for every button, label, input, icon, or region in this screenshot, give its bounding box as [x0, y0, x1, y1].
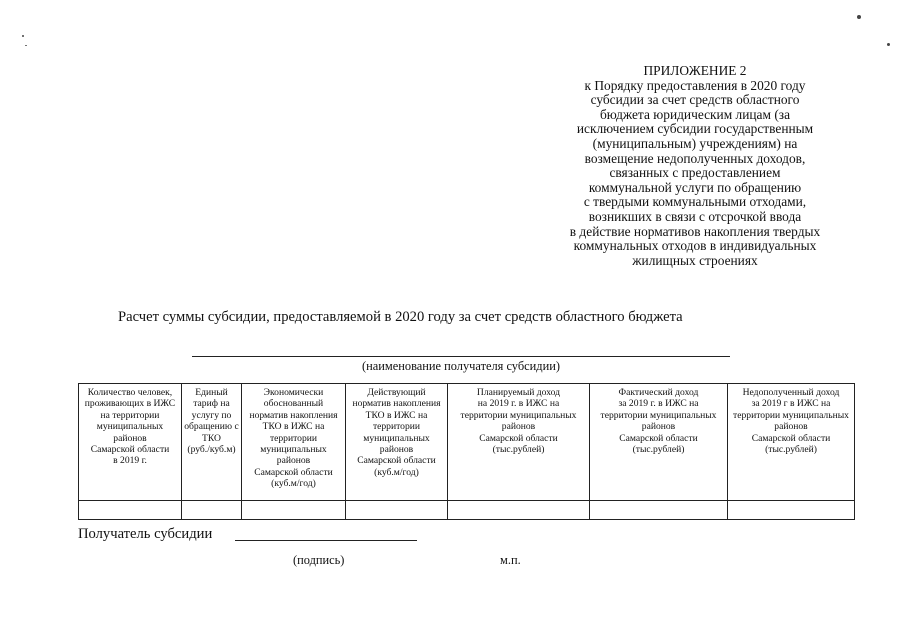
scan-speck: [857, 15, 861, 19]
document-title: Расчет суммы субсидии, предоставляемой в 2020 году за счет средств областного бюджета: [118, 309, 683, 325]
column-header-tariff: Единый тариф на услугу по обращению с ТКО (руб./куб.м): [182, 384, 242, 501]
table-cell[interactable]: [346, 501, 448, 520]
column-header-planned-income: Планируемый доход на 2019 г. в ИЖС на территории муниципальных районов Самарской области (тыс.рублей): [448, 384, 590, 501]
column-header-actual-income: Фактический доход за 2019 г. в ИЖС на территории муниципальных районов Самарской области (тыс.рублей): [590, 384, 728, 501]
appendix-line: к Порядку предоставления в 2020 году: [584, 77, 806, 93]
appendix-line: связанных с предоставлением: [609, 165, 781, 181]
column-header-residents: Количество человек, проживающих в ИЖС на территории муниципальных районов Самарской области в 2019 г.: [79, 384, 182, 501]
column-header-lost-income: Недополученный доход за 2019 г в ИЖС на территории муниципальных районов Самарской области (тыс.рублей): [728, 384, 855, 501]
table-cell[interactable]: [448, 501, 590, 520]
table-header-row: [79, 384, 855, 501]
recipient-name-line: [192, 356, 730, 357]
stamp-placeholder: м.п.: [500, 553, 521, 567]
scan-speck: [22, 35, 24, 37]
recipient-signature-label: Получатель субсидии: [78, 526, 213, 542]
signature-line: [235, 540, 417, 541]
appendix-line: жилищных строениях: [632, 252, 758, 268]
appendix-line: (муниципальным) учреждениям) на: [592, 135, 798, 151]
scan-speck: [887, 43, 890, 46]
table-cell[interactable]: [79, 501, 182, 520]
column-header-current-norm: Действующий норматив накопления ТКО в ИЖС на территории муниципальных районов Самарской области (куб.м/год): [346, 384, 448, 501]
table-cell[interactable]: [242, 501, 346, 520]
signature-caption: (подпись): [293, 553, 345, 567]
appendix-line: ПРИЛОЖЕНИЕ 2: [643, 63, 747, 78]
appendix-line: возникших в связи с отсрочкой ввода: [588, 208, 802, 224]
appendix-line: бюджета юридическим лицам (за: [599, 106, 791, 122]
appendix-line: с твердыми коммунальными отходами,: [583, 194, 807, 210]
table-row: [79, 501, 855, 520]
table-cell[interactable]: [728, 501, 855, 520]
appendix-header: [545, 64, 845, 268]
appendix-line: коммунальной услуги по обращению: [588, 179, 802, 195]
column-header-economic-norm: Экономически обоснованный норматив накопления ТКО в ИЖС на территории муниципальных районов Самарской области (куб.м/год): [242, 384, 346, 501]
appendix-line: исключением субсидии государственным: [576, 121, 814, 137]
table-cell[interactable]: [590, 501, 728, 520]
subsidy-calculation-table: [78, 383, 855, 520]
appendix-line: в действие нормативов накопления твердых: [569, 223, 821, 239]
scan-speck: [25, 45, 27, 46]
table-cell[interactable]: [182, 501, 242, 520]
recipient-name-caption: (наименование получателя субсидии): [362, 359, 560, 373]
appendix-line: возмещение недополученных доходов,: [584, 150, 806, 166]
appendix-line: субсидии за счет средств областного: [590, 92, 800, 108]
appendix-line: коммунальных отходов в индивидуальных: [573, 238, 817, 254]
